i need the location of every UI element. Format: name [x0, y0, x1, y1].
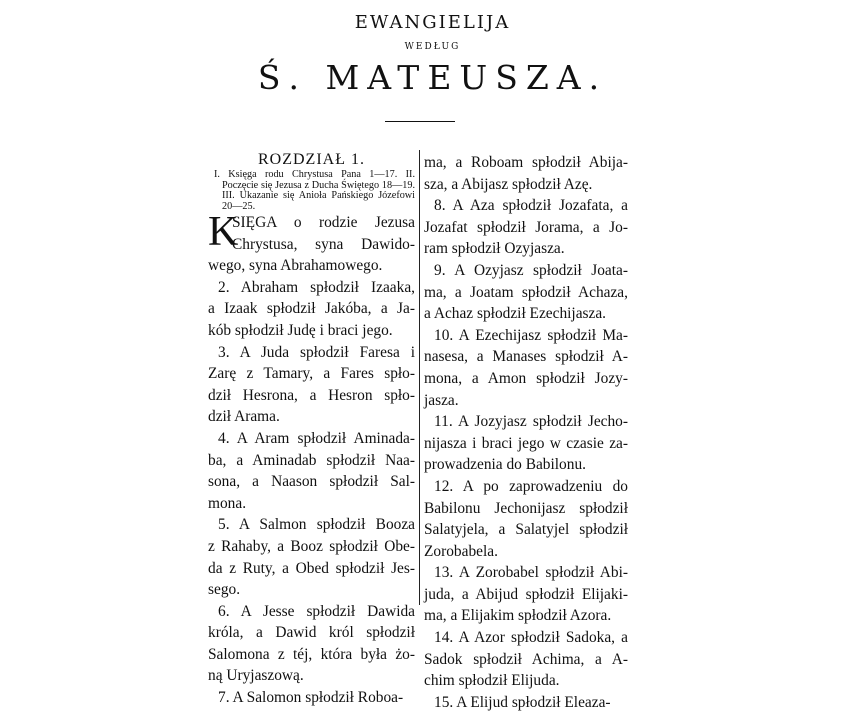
text-line: a Achaz spłodził Ezechijasza.: [424, 305, 607, 323]
text-line: ba, a Aminadab spłodził Naa-: [208, 451, 415, 469]
text-line: chim spłodził Elijuda.: [424, 672, 560, 690]
text-line: dził Arama.: [208, 408, 280, 426]
text-line: SIĘGA o rodzie Jezusa: [232, 214, 415, 231]
text-line: ma, a Joatam spłodził Achaza,: [424, 283, 628, 301]
column-divider: [419, 150, 420, 605]
text-line: Jozafat spłodził Jorama, a Jo-: [424, 218, 628, 236]
text-line: ną Uryjaszową.: [208, 667, 304, 685]
text-line: 14. A Azor spłodził Sadoka, a: [434, 629, 628, 647]
text-line: 13. A Zorobabel spłodził Abi-: [434, 564, 628, 582]
gospel-title: Ś. MATEUSZA.: [257, 58, 608, 97]
text-line: dził Hesrona, a Hesron spło-: [208, 386, 415, 404]
text-line: Zarę z Tamary, a Fares spło-: [208, 365, 415, 383]
text-line: a Izaak spłodził Jakóba, a Ja-: [208, 300, 415, 318]
text-line: 15. A Elijud spłodził Eleaza-: [434, 693, 611, 711]
book-subtitle: WEDŁUG: [404, 42, 461, 52]
text-line: nijasza i braci jego w czasie za-: [424, 434, 628, 452]
text-line: ma, a Elijakim spłodził Azora.: [424, 607, 612, 625]
left-verse-lines: [208, 277, 415, 709]
text-line: Salatyjela, a Salatyjel spłodził: [424, 521, 628, 539]
text-line: nasesa, a Manases spłodził A-: [424, 348, 628, 366]
text-line: 11. A Jozyjasz spłodził Jecho-: [434, 413, 628, 431]
text-line: 12. A po zaprowadzeniu do: [434, 477, 628, 495]
text-line: Zorobabela.: [424, 542, 498, 560]
text-line: mona, a Amon spłodził Jozy-: [424, 369, 628, 387]
text-line: króla, a Dawid król spłodził: [208, 624, 415, 642]
text-line: 8. A Aza spłodził Jozafata, a: [434, 197, 628, 215]
text-line: sego.: [208, 581, 241, 599]
text-line: prowadzenia do Babilonu.: [424, 456, 586, 474]
text-line: z Rahaby, a Booz spłodził Obe-: [208, 537, 415, 555]
text-line: ram spłodził Ozyjasza.: [424, 240, 565, 258]
drop-cap-letter: K: [208, 209, 239, 255]
opening-verse: [208, 209, 415, 277]
text-line: juda, a Abijud spłodził Elijaki-: [424, 585, 628, 603]
text-line: mona.: [208, 494, 247, 512]
text-line: Chrystusa, syna Dawido-: [232, 235, 415, 253]
left-column: [208, 150, 415, 709]
text-line: 5. A Salmon spłodził Booza: [218, 516, 415, 534]
right-verse-lines: [424, 152, 628, 713]
text-line: ma, a Roboam spłodził Abija-: [424, 154, 628, 171]
text-line: sona, a Naason spłodził Sal-: [208, 473, 415, 491]
book-title: EWANGIELIJA: [354, 12, 511, 33]
text-line: 10. A Ezechijasz spłodził Ma-: [434, 326, 628, 344]
text-line: 2. Abraham spłodził Izaaka,: [218, 278, 415, 296]
text-line: Sadok spłodził Achima, a A-: [424, 650, 628, 668]
text-line: Babilonu Jechonijasz spłodził: [424, 499, 628, 517]
text-line: Salomona z téj, która była żo-: [208, 645, 415, 663]
title-rule: [385, 121, 455, 122]
right-column: [424, 152, 628, 713]
text-line: 9. A Ozyjasz spłodził Joata-: [434, 261, 628, 279]
chapter-title: ROZDZIAŁ 1.: [258, 151, 365, 168]
text-line: da z Ruty, a Obed spłodził Jes-: [208, 559, 415, 577]
text-line: 6. A Jesse spłodził Dawida: [218, 602, 415, 620]
text-line: sza, a Abijasz spłodził Azę.: [424, 175, 593, 193]
chapter-summary: I. Księga rodu Chrystusa Pana 1—17. II. Poczęcie się Jezusa z Ducha Świętego 18—19. III. Ukazanie się Anioła Pańskiego Józefowi 20—25.: [214, 169, 415, 212]
text-line: 3. A Juda spłodził Faresa i: [218, 343, 415, 361]
text-line: jasza.: [424, 391, 459, 409]
text-line: 7. A Salomon spłodził Roboa-: [218, 689, 404, 707]
text-line: 4. A Aram spłodził Aminada-: [218, 429, 415, 447]
text-line: wego, syna Abrahamowego.: [208, 257, 383, 275]
text-line: kób spłodził Judę i braci jego.: [208, 321, 393, 339]
